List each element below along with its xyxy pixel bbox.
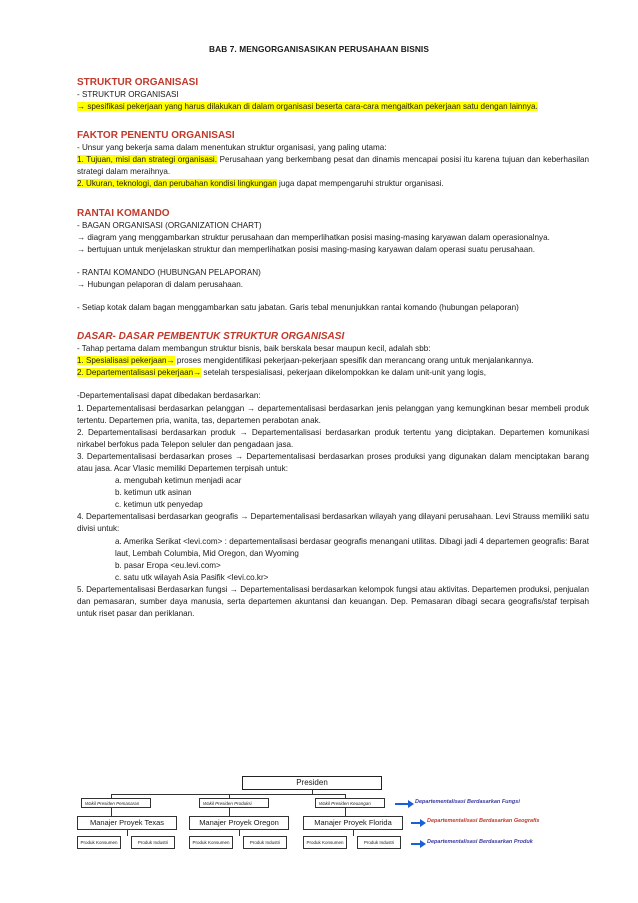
dep-item-3c: c. ketimun utk penyedap: [115, 500, 203, 510]
rantai-line-3-text: bertujuan untuk menjelaskan struktur dan memperlihatkan posisi masing-masing karyawan dalam operasi suatu perusahaan.: [85, 244, 535, 254]
dasar-point-2-text: setelah terspesialisasi, pekerjaan dikelompokkan ke dalam unit-unit yang logis,: [201, 368, 486, 378]
rantai-line-2-text: diagram yang menggambarkan struktur perusahaan dan memperlihatkan posisi masing-masing karyawan dalam operasionalnya.: [85, 232, 550, 242]
rantai-line-5: [77, 279, 589, 291]
section-heading-faktor: FAKTOR PENENTU ORGANISASI: [77, 130, 235, 142]
dep-item-3b: b. ketimun utk asinan: [115, 488, 192, 498]
dep-item-4c: c. satu utk wilayah Asia Pasifik <levi.co.kr>: [115, 572, 269, 582]
arrow-icon: →: [166, 356, 175, 366]
chart-produk-konsumen: Produk Konsumen: [189, 836, 233, 849]
arrow-icon: →: [77, 244, 86, 254]
faktor-point-1-highlight: 1. Tujuan, misi dan strategi organisasi.: [77, 155, 217, 165]
section-heading-rantai: RANTAI KOMANDO: [77, 207, 170, 219]
arrow-icon: →: [193, 368, 202, 378]
chart-produk-industri: Produk Industri: [243, 836, 287, 849]
struktur-definition: [77, 101, 589, 113]
dep-item-3a: a. mengubah ketimun menjadi acar: [115, 476, 242, 486]
rantai-line-6: - Setiap kotak dalam bagan menggambarkan satu jabatan. Garis tebal menunjukkan rantai komando (hubungan pelaporan): [77, 303, 519, 313]
section-heading-struktur: STRUKTUR ORGANISASI: [77, 77, 199, 88]
faktor-intro: - Unsur yang bekerja sama dalam menentukan struktur organisasi, yang paling utama:: [77, 143, 387, 153]
chart-produk-konsumen: Produk Konsumen: [77, 836, 121, 849]
chart-legend-fungsi: Departementalisasi Berdasarkan Fungsi: [415, 799, 520, 805]
legend-arrow-icon: [411, 822, 421, 824]
document-body: [77, 76, 589, 620]
rantai-line-2: [77, 232, 589, 244]
dasar-point-2: [77, 367, 589, 379]
chart-legend-produk: Departementalisasi Berdasarkan Produk: [427, 839, 533, 845]
chart-produk-industri: Produk Industri: [131, 836, 175, 849]
dasar-point-1-text: proses mengidentifikasi pekerjaan-pekerjaan spesifik dan merancang orang untuk menjalankannya.: [174, 356, 534, 366]
rantai-line-4: - RANTAI KOMANDO (HUBUNGAN PELAPORAN): [77, 267, 261, 277]
struktur-definition-text: spesifikasi pekerjaan yang harus dilakukan di dalam organisasi beserta cara-cara mengaitkan pekerjaan satu dengan lainnya.: [85, 102, 538, 112]
faktor-point-2: [77, 178, 589, 190]
dep-item-4: 4. Departementalisasi berdasarkan geografis → Departementalisasi berdasarkan wilayah yang dilayani perusahaan. Levi Strauss memiliki satu divisi untuk:: [77, 512, 589, 534]
dep-item-4b: b. pasar Eropa <eu.levi.com>: [115, 560, 221, 570]
dep-item-5: 5. Departementalisasi Berdasarkan fungsi → Departementalisasi berdasarkan kelompok fungsi atau aktivitas. Departemen produksi, penjualan dan pemasaran, sumber daya manusia, serta departemen akuntansi dan keuangan. Dep. Pemasaran dibagi secara geografis/staf terpisah untuk riset pasar dan periklanan.: [77, 584, 589, 619]
dasar-point-1-label: 1. Spesialisasi pekerjaan: [77, 356, 167, 366]
dep-item-4a: a. Amerika Serikat <levi.com> : departementalisasi berdasar geografis menangani utilitas. Dibagi jadi 4 departemen geografis: Barat laut, Lembah Columbia, Mid Oregon, dan Wyoming: [115, 536, 589, 558]
chart-produk-konsumen: Produk Konsumen: [303, 836, 347, 849]
org-chart-figure: [77, 776, 589, 886]
faktor-point-2-highlight: 2. Ukuran, teknologi, dan perubahan kondisi lingkungan: [77, 179, 277, 189]
chart-produk-industri: Produk Industri: [357, 836, 401, 849]
struktur-line: - STRUKTUR ORGANISASI: [77, 90, 179, 99]
section-heading-dasar: DASAR- DASAR PEMBENTUK STRUKTUR ORGANISASI: [77, 331, 345, 343]
dasar-point-1: [77, 355, 589, 367]
arrow-icon: →: [77, 232, 86, 242]
chart-president-box: Presiden: [242, 776, 382, 790]
chart-legend-geografis: Departementalisasi Berdasarkan Geografis: [427, 818, 540, 824]
document-title: BAB 7. MENGORGANISASIKAN PERUSAHAAN BISNIS: [209, 44, 429, 54]
faktor-point-1: [77, 154, 589, 178]
chart-manajer-florida: Manajer Proyek Florida: [303, 816, 403, 830]
legend-arrow-icon: [395, 803, 409, 805]
dep-intro: -Departementalisasi dapat dibedakan berdasarkan:: [77, 391, 261, 401]
dasar-intro: - Tahap pertama dalam membangun struktur bisnis, baik berskala besar maupun kecil, adalah sbb:: [77, 344, 431, 354]
dep-item-1: 1. Departementalisasi berdasarkan pelanggan → departementalisasi berdasarkan jenis pelanggan yang kemungkinan besar membeli produk tertentu. Departemen pria, wanita, tas, departemen perabotan anak.: [77, 403, 589, 425]
legend-arrow-icon: [411, 843, 421, 845]
chart-manajer-oregon: Manajer Proyek Oregon: [189, 816, 289, 830]
dep-item-3: 3. Departementalisasi berdasarkan proses → Departementalisasi berdasarkan proses produksi yang digunakan dalam menciptakan barang atau jasa. Acar Vlasic memiliki Departemen terpisah untuk:: [77, 451, 589, 473]
arrow-icon: →: [77, 279, 86, 289]
faktor-point-2-text: juga dapat mempengaruhi struktur organisasi.: [276, 179, 444, 189]
dep-item-2: 2. Departementalisasi berdasarkan produk → Departementalisasi berdasarkan produk tertentu yang diciptakan. Departemen komunikasi nirkabel berfokus pada Telepon seluler dan pengadaan jasa.: [77, 427, 589, 449]
rantai-line-5-text: Hubungan pelaporan di dalam perusahaan.: [85, 279, 244, 289]
dasar-point-2-label: 2. Departementalisasi pekerjaan: [77, 368, 194, 378]
rantai-line-1: - BAGAN ORGANISASI (ORGANIZATION CHART): [77, 220, 262, 230]
chart-wakil-pemasaran: Wakil Presiden Pemasaran: [81, 798, 151, 808]
chart-wakil-keuangan: Wakil Presiden Keuangan: [315, 798, 385, 808]
dasar-point-2-highlight: [77, 368, 201, 377]
chart-wakil-produksi: Wakil Presiden Produksi: [199, 798, 269, 808]
dasar-point-1-highlight: [77, 356, 175, 365]
arrow-icon: →: [77, 102, 86, 112]
rantai-line-3: [77, 244, 589, 256]
chart-manajer-texas: Manajer Proyek Texas: [77, 816, 177, 830]
faktor-point-1-text: Perusahaan yang berkembang pesat dan dinamis mencapai posisi itu karena tujuan dan keberhasilan strategi dalam meraihnya.: [77, 155, 589, 177]
